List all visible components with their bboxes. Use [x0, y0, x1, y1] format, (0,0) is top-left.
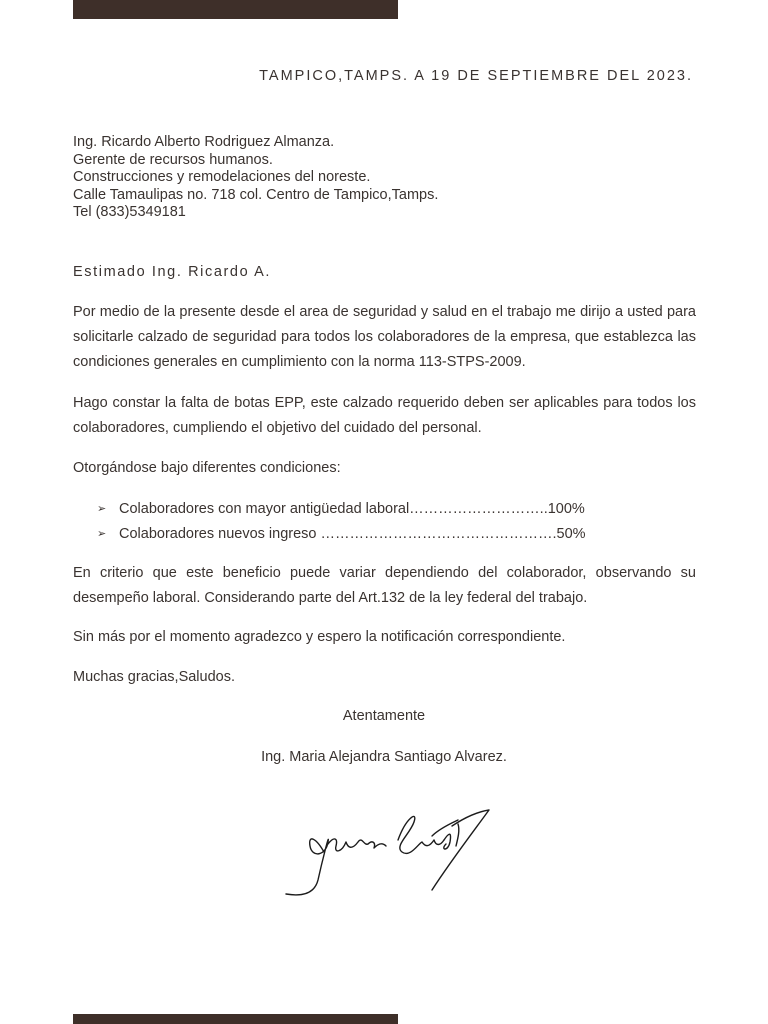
footer-bar: [73, 1014, 398, 1024]
greeting: Estimado Ing. Ricardo A.: [73, 264, 271, 280]
recipient-address: Calle Tamaulipas no. 718 col. Centro de Tampico,Tamps.: [73, 186, 439, 203]
recipient-title: Gerente de recursos humanos.: [73, 151, 273, 168]
condition-text: Colaboradores nuevos ingreso ………………………………………….50%: [119, 525, 586, 542]
header-bar: [73, 0, 398, 19]
body-paragraph-epp: Hago constar la falta de botas EPP, este calzado requerido deben ser aplicables para todos los colaboradores, cumpliendo el objetivo del cuidado del personal.: [73, 395, 696, 436]
recipient-phone: Tel (833)5349181: [73, 204, 186, 220]
handwritten-signature: [280, 800, 500, 910]
arrow-bullet-icon: ➢: [97, 503, 107, 515]
conditions-intro: Otorgándose bajo diferentes condiciones:: [73, 460, 341, 476]
recipient-block: [73, 134, 438, 222]
list-item: [97, 521, 586, 546]
farewell: Muchas gracias,Saludos.: [73, 669, 235, 685]
closing: Atentamente: [342, 708, 426, 724]
list-item: [97, 496, 586, 521]
arrow-bullet-icon: ➢: [97, 528, 107, 540]
recipient-name: Ing. Ricardo Alberto Rodriguez Almanza.: [73, 134, 335, 150]
body-paragraph-criteria: En criterio que este beneficio puede variar dependiendo del colaborador, observando su desempeño laboral. Considerando parte del Art.132 de la ley federal del trabajo.: [73, 565, 696, 606]
body-paragraph-request: Por medio de la presente desde el area de seguridad y salud en el trabajo me dirijo a usted para solicitarle calzado de seguridad para todos los colaboradores de la empresa, que establezca las condiciones generales en cumplimiento con la norma 113-STPS-2009.: [73, 304, 696, 370]
condition-text: Colaboradores con mayor antigüedad laboral………………………..100%: [119, 500, 585, 517]
signer-name: Ing. Maria Alejandra Santiago Alvarez.: [261, 749, 507, 765]
body-paragraph-thanks: Sin más por el momento agradezco y espero la notificación correspondiente.: [73, 629, 566, 645]
conditions-list: [97, 496, 586, 546]
recipient-company: Construcciones y remodelaciones del noreste.: [73, 169, 371, 185]
date-line: TAMPICO,TAMPS. A 19 DE SEPTIEMBRE DEL 2023.: [259, 68, 693, 84]
